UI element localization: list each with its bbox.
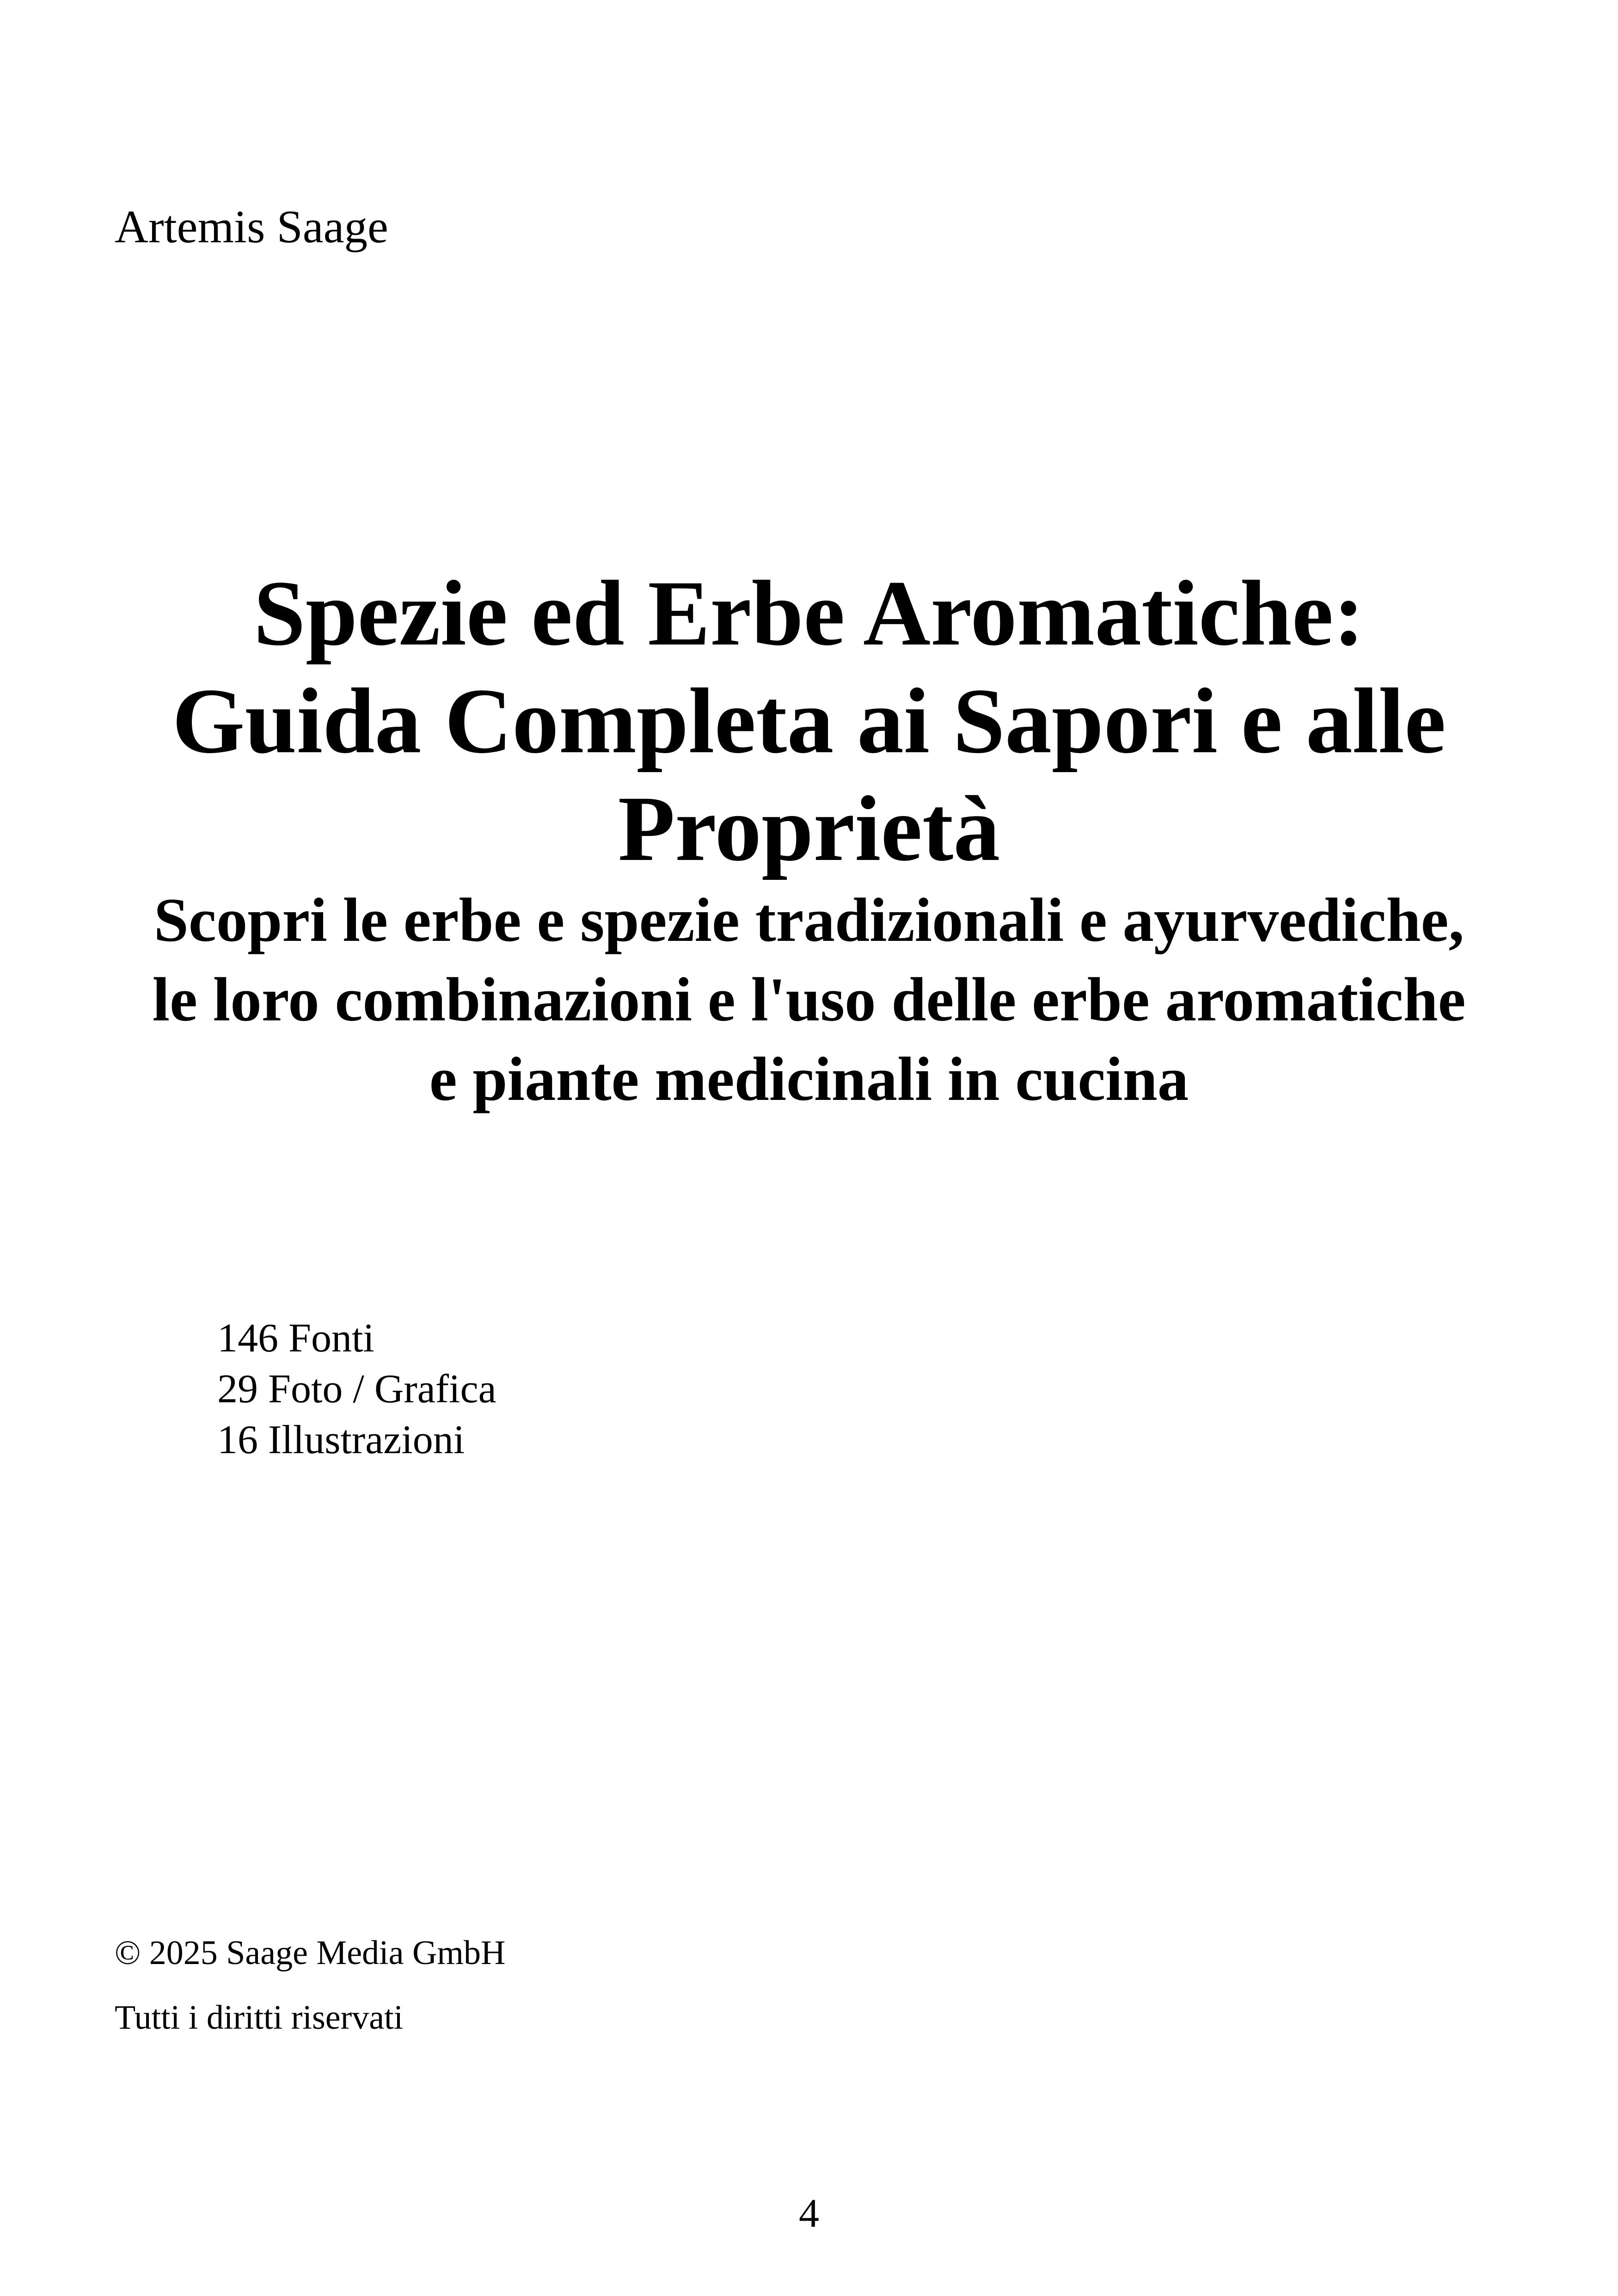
sources-count: 146 Fonti [217,1316,374,1361]
page-number: 4 [799,2191,819,2236]
title-line: Guida Completa ai Sapori e alle [172,669,1446,773]
title-line: Proprietà [618,777,1000,880]
photos-count: 29 Foto / Grafica [217,1367,496,1412]
author-name: Artemis Saage [115,201,388,252]
illustrations-count: 16 Illustrazioni [217,1418,465,1462]
subtitle-line: le loro combinazioni e l'uso delle erbe aromatiche [152,965,1466,1034]
copyright-notice: © 2025 Saage Media GmbH [115,1934,506,1972]
rights-notice: Tutti i diritti riservati [115,1999,404,2037]
title-line: Spezie ed Erbe Aromatiche: [253,561,1365,665]
subtitle-line: e piante medicinali in cucina [429,1045,1189,1114]
subtitle-line: Scopri le erbe e spezie tradizionali e ayurvediche, [153,886,1465,955]
book-title [69,559,1549,883]
book-subtitle [69,881,1549,1119]
book-stats [217,1313,496,1466]
